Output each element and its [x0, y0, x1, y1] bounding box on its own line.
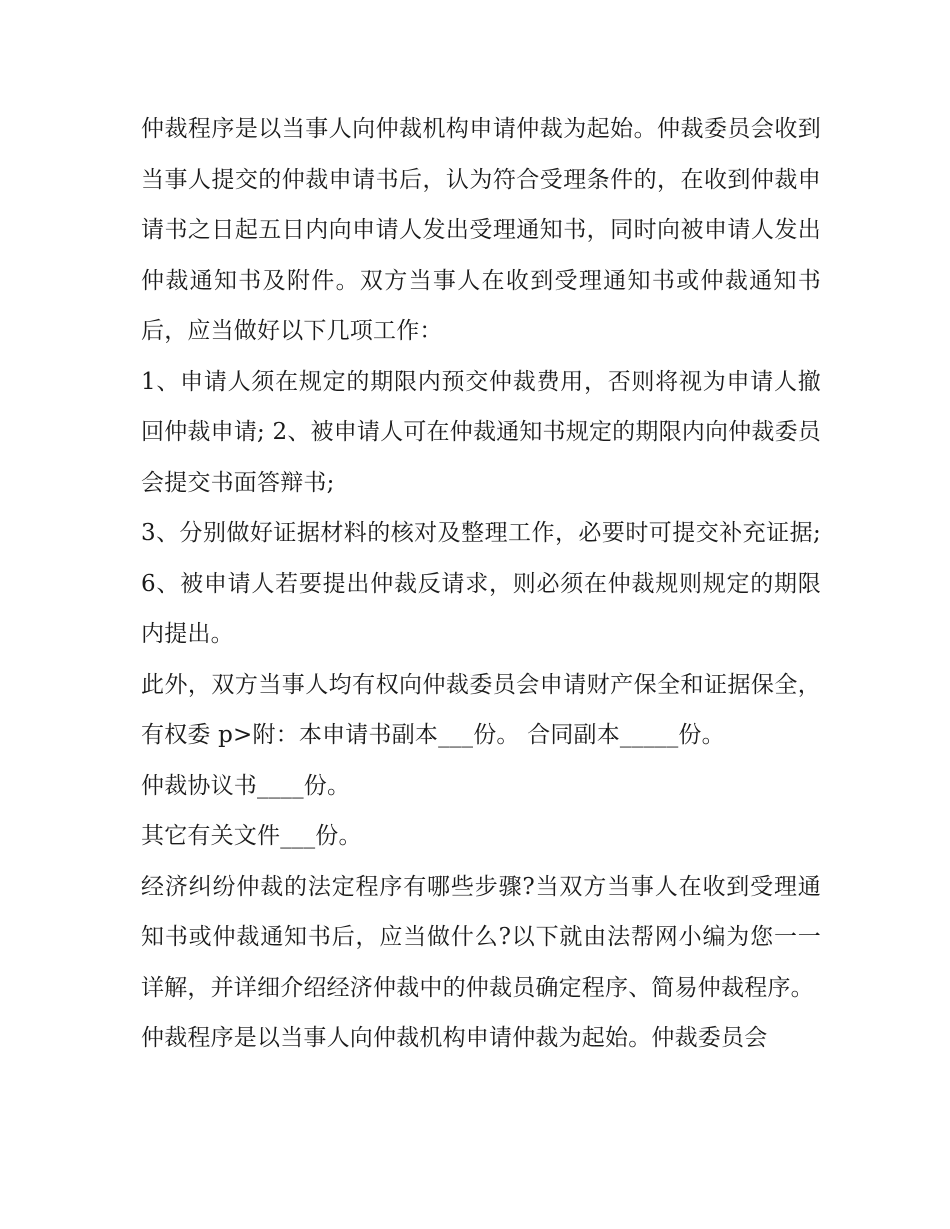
paragraph-other-documents: 其它有关文件___份。 — [141, 823, 362, 849]
paragraph-attachments: 此外，双方当事人均有权向仲裁委员会申请财产保全和证据保全，有权委 p>附：本申请书副本___份。 合同副本_____份。 — [141, 671, 821, 748]
paragraph-step-1-2: 1、申请人须在规定的期限内预交仲裁费用，否则将视为申请人撤回仲裁申请; 2、被申请人可在仲裁通知书规定的期限内向仲裁委员会提交书面答辩书; — [141, 368, 821, 496]
paragraph-step-3-6: 3、分别做好证据材料的核对及整理工作，必要时可提交补充证据; 6、被申请人若要提出仲裁反请求，则必须在仲裁规则规定的期限内提出。 — [141, 520, 821, 647]
document-body — [141, 104, 821, 1064]
paragraph-repeat-intro: 仲裁程序是以当事人向仲裁机构申请仲裁为起始。仲裁委员会 — [141, 1025, 768, 1051]
paragraph-intro: 仲裁程序是以当事人向仲裁机构申请仲裁为起始。仲裁委员会收到当事人提交的仲裁申请书后，认为符合受理条件的，在收到仲裁申请书之日起五日内向申请人发出受理通知书，同时向被申请人发出仲裁通知书及附件。双方当事人在收到受理通知书或仲裁通知书后，应当做好以下几项工作： — [141, 116, 821, 344]
paragraph-arbitration-agreement: 仲裁协议书____份。 — [141, 772, 351, 799]
paragraph-question: 经济纠纷仲裁的法定程序有哪些步骤?当双方当事人在收到受理通知书或仲裁通知书后，应当做什么?以下就由法帮网小编为您一一详解，并详细介绍经济仲裁中的仲裁员确定程序、简易仲裁程序。 — [141, 873, 821, 1001]
